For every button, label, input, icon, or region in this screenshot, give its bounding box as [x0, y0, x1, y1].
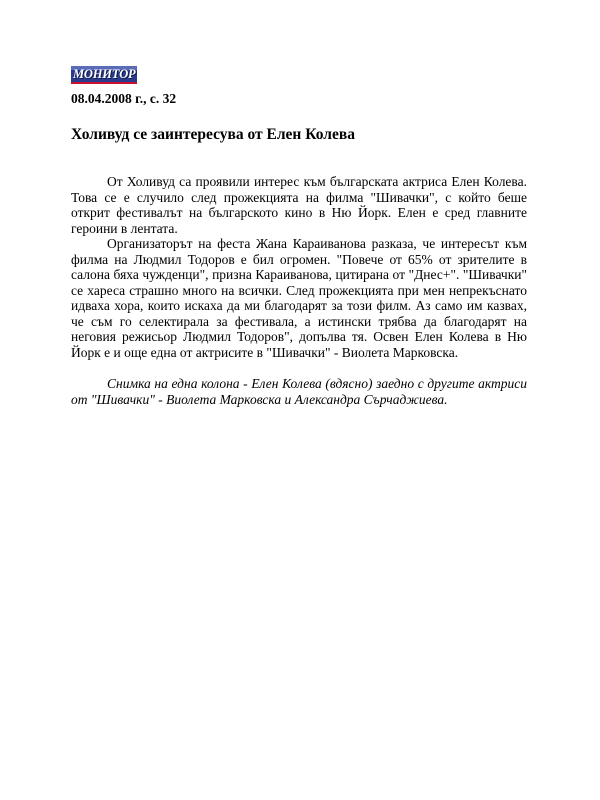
publication-logo: [71, 66, 137, 84]
article-paragraph-2: Организаторът на феста Жана Караиванова разказа, че интересът към филма на Людмил Тодоров е бил огромен. "Повече от 65% от зрителите в салона бяха чужденци", призна Караиванова, цитирана от "Днес+". "Шивачки" се хареса страшно много на всички. След прожекцията при мен непрекъснато идваха хора, които искаха да ми благодарят за този филм. Аз само им казвах, че съм го селектирала за фестивала, а истински трябва да благодарят на неговия режисьор Людмил Тодоров", допълва тя. Освен Елен Колева в Ню Йорк е и още една от актрисите в "Шивачки" - Виолета Марковска.: [71, 236, 527, 360]
document-page: [71, 66, 527, 407]
article-paragraph-1: От Холивуд са проявили интерес към българската актриса Елен Колева. Това се е случило след прожекцията на филма "Шивачки", с който беше открит фестивалът на българското кино в Ню Йорк. Елен е сред главните героини в лентата.: [71, 174, 527, 236]
photo-caption: Снимка на една колона - Елен Колева (вдясно) заедно с другите актриси от "Шивачки" - Виолета Марковска и Александра Сърчаджиева.: [71, 376, 527, 407]
logo-text: МОНИТОР: [73, 67, 136, 81]
publication-dateline: 08.04.2008 г., с. 32: [71, 91, 177, 106]
article-headline: Холивуд се заинтересува от Елен Колева: [71, 126, 355, 143]
article-body: [71, 174, 527, 360]
